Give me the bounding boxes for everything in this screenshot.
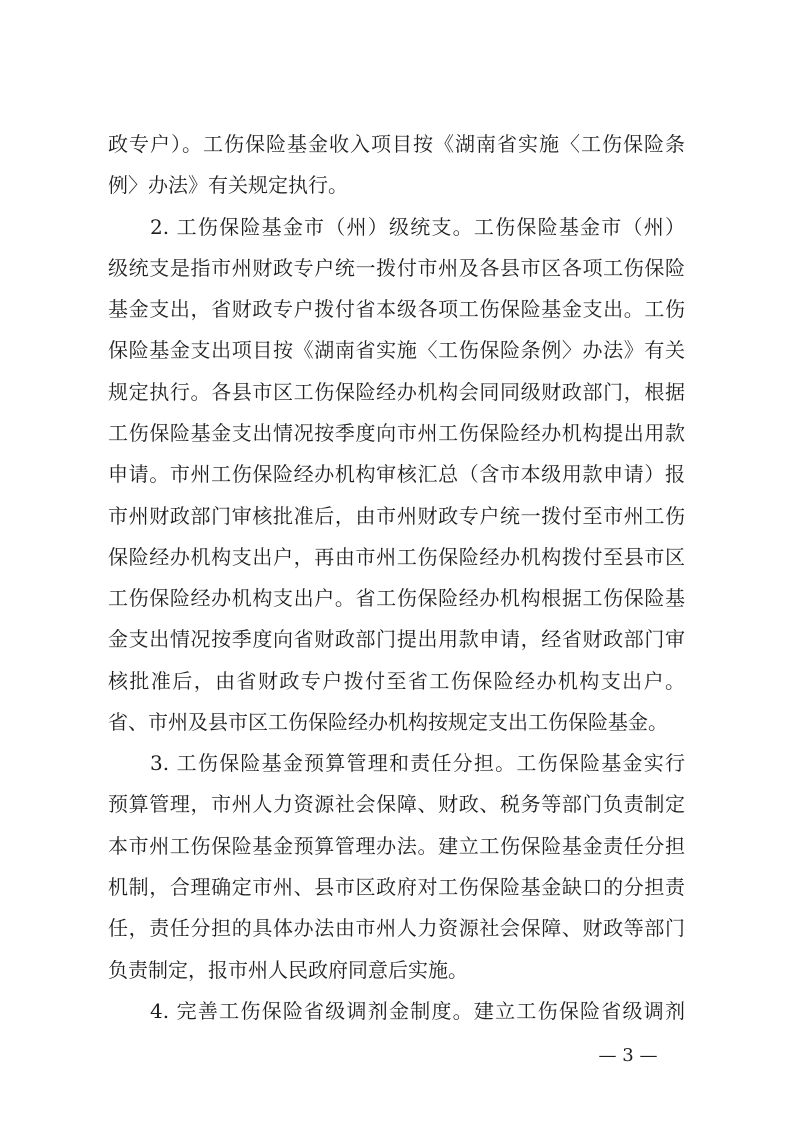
text-line: 规定执行。各县市区工伤保险经办机构会同同级财政部门，根据 xyxy=(108,380,685,404)
text-line: 基金支出，省财政专户拨付省本级各项工伤保险基金支出。工伤 xyxy=(108,297,685,321)
text-line: 保险基金支出项目按《湖南省实施〈工伤保险条例〉办法》有关 xyxy=(108,338,685,362)
text-line: 保险经办机构支出户，再由市州工伤保险经办机构拨付至县市区 xyxy=(108,545,685,569)
text-line: 4. 完善工伤保险省级调剂金制度。建立工伤保险省级调剂 xyxy=(150,999,685,1023)
text-line: 本市州工伤保险基金预算管理办法。建立工伤保险基金责任分担 xyxy=(108,834,685,858)
text-line: 核批准后，由省财政专户拨付至省工伤保险经办机构支出户。 xyxy=(108,669,685,693)
text-line: 省、市州及县市区工伤保险经办机构按规定支出工伤保险基金。 xyxy=(108,710,668,734)
text-line: 负责制定，报市州人民政府同意后实施。 xyxy=(108,958,468,982)
text-line: 机制，合理确定市州、县市区政府对工伤保险基金缺口的分担责 xyxy=(108,875,685,899)
text-line: 政专户）。工伤保险基金收入项目按《湖南省实施〈工伤保险条 xyxy=(108,132,685,156)
text-line: 级统支是指市州财政专户统一拨付市州及各县市区各项工伤保险 xyxy=(108,256,685,280)
text-line: 工伤保险基金支出情况按季度向市州工伤保险经办机构提出用款 xyxy=(108,421,685,445)
text-line: 工伤保险经办机构支出户。省工伤保险经办机构根据工伤保险基 xyxy=(108,586,685,610)
page-number: — 3 — xyxy=(598,1045,658,1066)
text-line: 申请。市州工伤保险经办机构审核汇总（含市本级用款申请）报 xyxy=(108,462,685,486)
text-line: 金支出情况按季度向省财政部门提出用款申请，经省财政部门审 xyxy=(108,627,685,651)
text-line: 3. 工伤保险基金预算管理和责任分担。工伤保险基金实行 xyxy=(150,751,685,775)
text-line: 预算管理，市州人力资源社会保障、财政、税务等部门负责制定 xyxy=(108,792,685,816)
text-line: 例〉办法》有关规定执行。 xyxy=(108,173,348,197)
text-line: 2. 工伤保险基金市（州）级统支。工伤保险基金市（州） xyxy=(150,215,685,239)
text-line: 任，责任分担的具体办法由市州人力资源社会保障、财政等部门 xyxy=(108,916,685,940)
text-line: 市州财政部门审核批准后，由市州财政专户统一拨付至市州工伤 xyxy=(108,504,685,528)
